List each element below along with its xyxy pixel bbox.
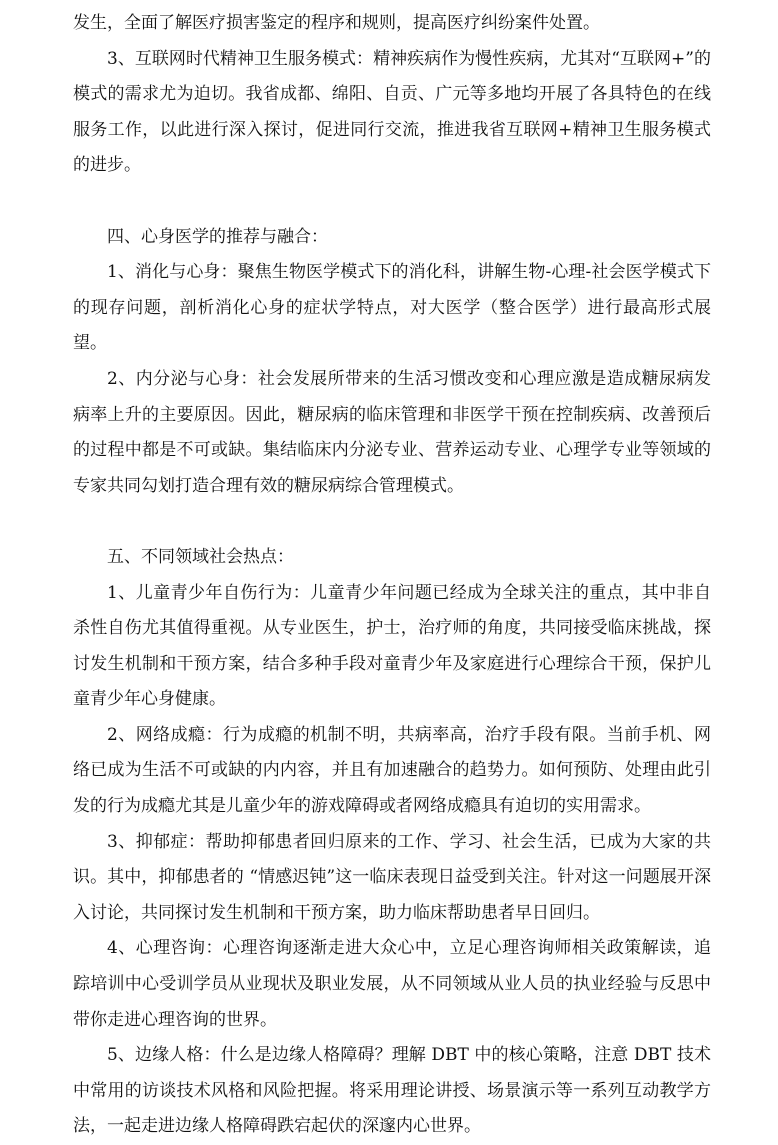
section-5-heading: 五、不同领域社会热点： <box>107 546 294 567</box>
intro-continuation-paragraph: 发生，全面了解医疗损害鉴定的程序和规则，提高医疗纠纷案件处置。 <box>73 13 600 33</box>
section-4-item-2: 2、内分泌与心身：社会发展所带来的生活习惯改变和心理应激是造成糖尿病发病率上升的主要原因。因此，糖尿病的临床管理和非医学干预在控制疾病、改善预后的过程中都是不可或缺。集结临床内分泌专业、营养运动专业、心理学专业等领域的专家共同勾划打造合理有效的糖尿病综合管理模式。 <box>73 368 711 496</box>
section-4 <box>73 220 711 505</box>
intro-item-3-paragraph: 3、互联网时代精神卫生服务模式：精神疾病作为慢性疾病，尤其对“互联网+”的模式的需求尤为迫切。我省成都、绵阳、自贡、广元等多地均开展了各具特色的在线服务工作，以此进行深入探讨，促进同行交流，推进我省互联网+精神卫生服务模式的进步。 <box>73 48 711 176</box>
section-5-item-5: 5、边缘人格：什么是边缘人格障碍？理解 DBT 中的核心策略，注意 DBT 技术中常用的访谈技术风格和风险把握。将采用理论讲授、场景演示等一系列互动教学方法，一起走进边缘人格障碍跌宕起伏的深邃内心世界。 <box>73 1045 711 1137</box>
section-5 <box>73 540 711 1145</box>
section-5-item-4: 4、心理咨询：心理咨询逐渐走进大众心中，立足心理咨询师相关政策解读，追踪培训中心受训学员从业现状及职业发展，从不同领域从业人员的执业经验与反思中带你走进心理咨询的世界。 <box>73 938 711 1030</box>
section-5-item-3: 3、抑郁症：帮助抑郁患者回归原来的工作、学习、社会生活，已成为大家的共识。其中，抑郁患者的 “情感迟钝”这一临床表现日益受到关注。针对这一问题展开深入讨论，共同探讨发生机制和干预方案，助力临床帮助患者早日回归。 <box>73 831 711 923</box>
section-4-heading: 四、心身医学的推荐与融合： <box>107 226 328 247</box>
section-4-item-1: 1、消化与心身：聚焦生物医学模式下的消化科，讲解生物-心理-社会医学模式下的现存问题，剖析消化心身的症状学特点，对大医学（整合医学）进行最高形式展望。 <box>73 262 711 354</box>
section-5-item-2: 2、网络成瘾：行为成瘾的机制不明，共病率高，治疗手段有限。当前手机、网络已成为生活不可或缺的内内容，并且有加速融合的趋势力。如何预防、处理由此引发的行为成瘾尤其是儿童少年的游戏障碍或者网络成瘾具有迫切的实用需求。 <box>73 724 711 817</box>
section-5-item-1: 1、儿童青少年自伤行为：儿童青少年问题已经成为全球关注的重点，其中非自杀性自伤尤其值得重视。从专业医生，护士，治疗师的角度，共同接受临床挑战，探讨发生机制和干预方案，结合多种手段对童青少年及家庭进行心理综合干预，保护儿童青少年心身健康。 <box>73 582 711 710</box>
document-page <box>73 6 711 1145</box>
